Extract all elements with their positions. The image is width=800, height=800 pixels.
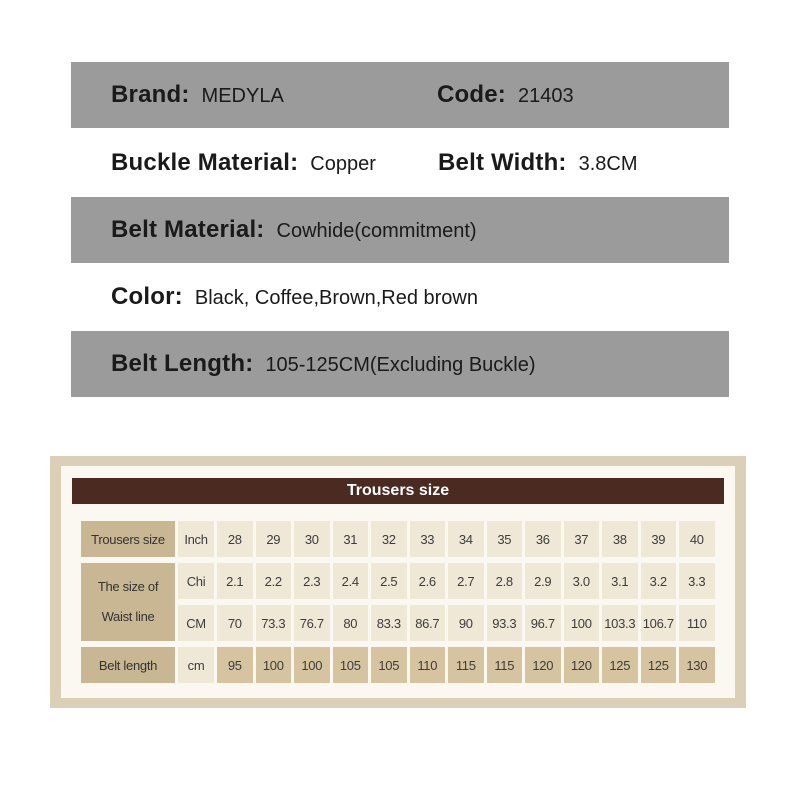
- chi-cell: 3.0: [564, 563, 600, 599]
- inch-cell: 28: [217, 521, 253, 557]
- belt-cell: 100: [294, 647, 330, 683]
- size-chart-title: Trousers size: [72, 478, 724, 504]
- header-waist-line-2: Waist line: [101, 609, 155, 624]
- header-waist-line-1: The size of: [97, 579, 159, 594]
- chi-cell: 2.9: [525, 563, 561, 599]
- color-value: Black, Coffee,Brown,Red brown: [194, 287, 478, 309]
- inch-cell: 30: [294, 521, 330, 557]
- code-value: 21403: [518, 85, 574, 107]
- chi-cell: 2.5: [371, 563, 407, 599]
- size-chart-panel: [50, 456, 746, 708]
- cm-cell: 90: [448, 605, 484, 641]
- brand-label: Brand:: [111, 81, 190, 108]
- spec-row-material: [71, 197, 729, 263]
- inch-cell: 31: [333, 521, 369, 557]
- brand-pair: [111, 81, 284, 109]
- inch-cell: 37: [564, 521, 600, 557]
- unit-chi: Chi: [178, 563, 214, 599]
- header-belt-length: Belt length: [81, 647, 175, 683]
- size-chart-inner: [61, 466, 735, 698]
- inch-cell: 39: [641, 521, 677, 557]
- color-pair: [111, 283, 478, 311]
- belt-cell: 105: [371, 647, 407, 683]
- inch-cell: 34: [448, 521, 484, 557]
- inch-cell: 33: [410, 521, 446, 557]
- length-label: Belt Length:: [111, 350, 254, 377]
- cm-cell: 100: [564, 605, 600, 641]
- chi-cell: 2.1: [217, 563, 253, 599]
- cm-cell: 80: [333, 605, 369, 641]
- unit-belt-cm: cm: [178, 647, 214, 683]
- belt-cell: 110: [410, 647, 446, 683]
- color-label: Color:: [111, 283, 183, 310]
- spec-row-length: [71, 331, 729, 397]
- header-waist-line: [81, 563, 175, 641]
- cm-cell: 83.3: [371, 605, 407, 641]
- cm-cell: 96.7: [525, 605, 561, 641]
- cm-cell: 110: [679, 605, 715, 641]
- belt-cell: 105: [333, 647, 369, 683]
- spec-row-color: [71, 264, 729, 330]
- inch-cell: 40: [679, 521, 715, 557]
- inch-cell: 29: [256, 521, 292, 557]
- cm-cell: 73.3: [256, 605, 292, 641]
- inch-cell: 32: [371, 521, 407, 557]
- inch-cell: 35: [487, 521, 523, 557]
- chi-cell: 3.3: [679, 563, 715, 599]
- chi-cell: 2.4: [333, 563, 369, 599]
- material-label: Belt Material:: [111, 216, 265, 243]
- belt-cell: 115: [448, 647, 484, 683]
- belt-cell: 100: [256, 647, 292, 683]
- material-value: Cowhide(commitment): [276, 220, 477, 242]
- cm-cell: 106.7: [641, 605, 677, 641]
- chi-cell: 3.1: [602, 563, 638, 599]
- spec-row-buckle: [71, 130, 729, 196]
- material-pair: [111, 216, 477, 244]
- inch-cell: 36: [525, 521, 561, 557]
- code-label: Code:: [437, 81, 506, 108]
- header-trousers-size: Trousers size: [81, 521, 175, 557]
- unit-inch: Inch: [178, 521, 214, 557]
- cm-cell: 76.7: [294, 605, 330, 641]
- width-label: Belt Width:: [438, 149, 567, 176]
- width-pair: [438, 149, 638, 177]
- cm-cell: 93.3: [487, 605, 523, 641]
- inch-cell: 38: [602, 521, 638, 557]
- cm-cell: 103.3: [602, 605, 638, 641]
- code-pair: [437, 81, 574, 109]
- spec-row-brand: [71, 62, 729, 128]
- belt-cell: 130: [679, 647, 715, 683]
- chi-cell: 2.2: [256, 563, 292, 599]
- buckle-label: Buckle Material:: [111, 149, 299, 176]
- unit-cm: CM: [178, 605, 214, 641]
- belt-cell: 125: [641, 647, 677, 683]
- chi-cell: 3.2: [641, 563, 677, 599]
- buckle-pair: [111, 149, 376, 177]
- chi-cell: 2.8: [487, 563, 523, 599]
- size-table: [61, 466, 735, 698]
- cm-cell: 86.7: [410, 605, 446, 641]
- brand-value: MEDYLA: [201, 85, 284, 107]
- belt-cell: 115: [487, 647, 523, 683]
- chi-cell: 2.3: [294, 563, 330, 599]
- belt-cell: 95: [217, 647, 253, 683]
- length-value: 105-125CM(Excluding Buckle): [265, 354, 536, 376]
- buckle-value: Copper: [310, 153, 376, 175]
- belt-cell: 120: [564, 647, 600, 683]
- chi-cell: 2.6: [410, 563, 446, 599]
- belt-cell: 120: [525, 647, 561, 683]
- width-value: 3.8CM: [578, 153, 638, 175]
- length-pair: [111, 350, 536, 378]
- belt-cell: 125: [602, 647, 638, 683]
- chi-cell: 2.7: [448, 563, 484, 599]
- cm-cell: 70: [217, 605, 253, 641]
